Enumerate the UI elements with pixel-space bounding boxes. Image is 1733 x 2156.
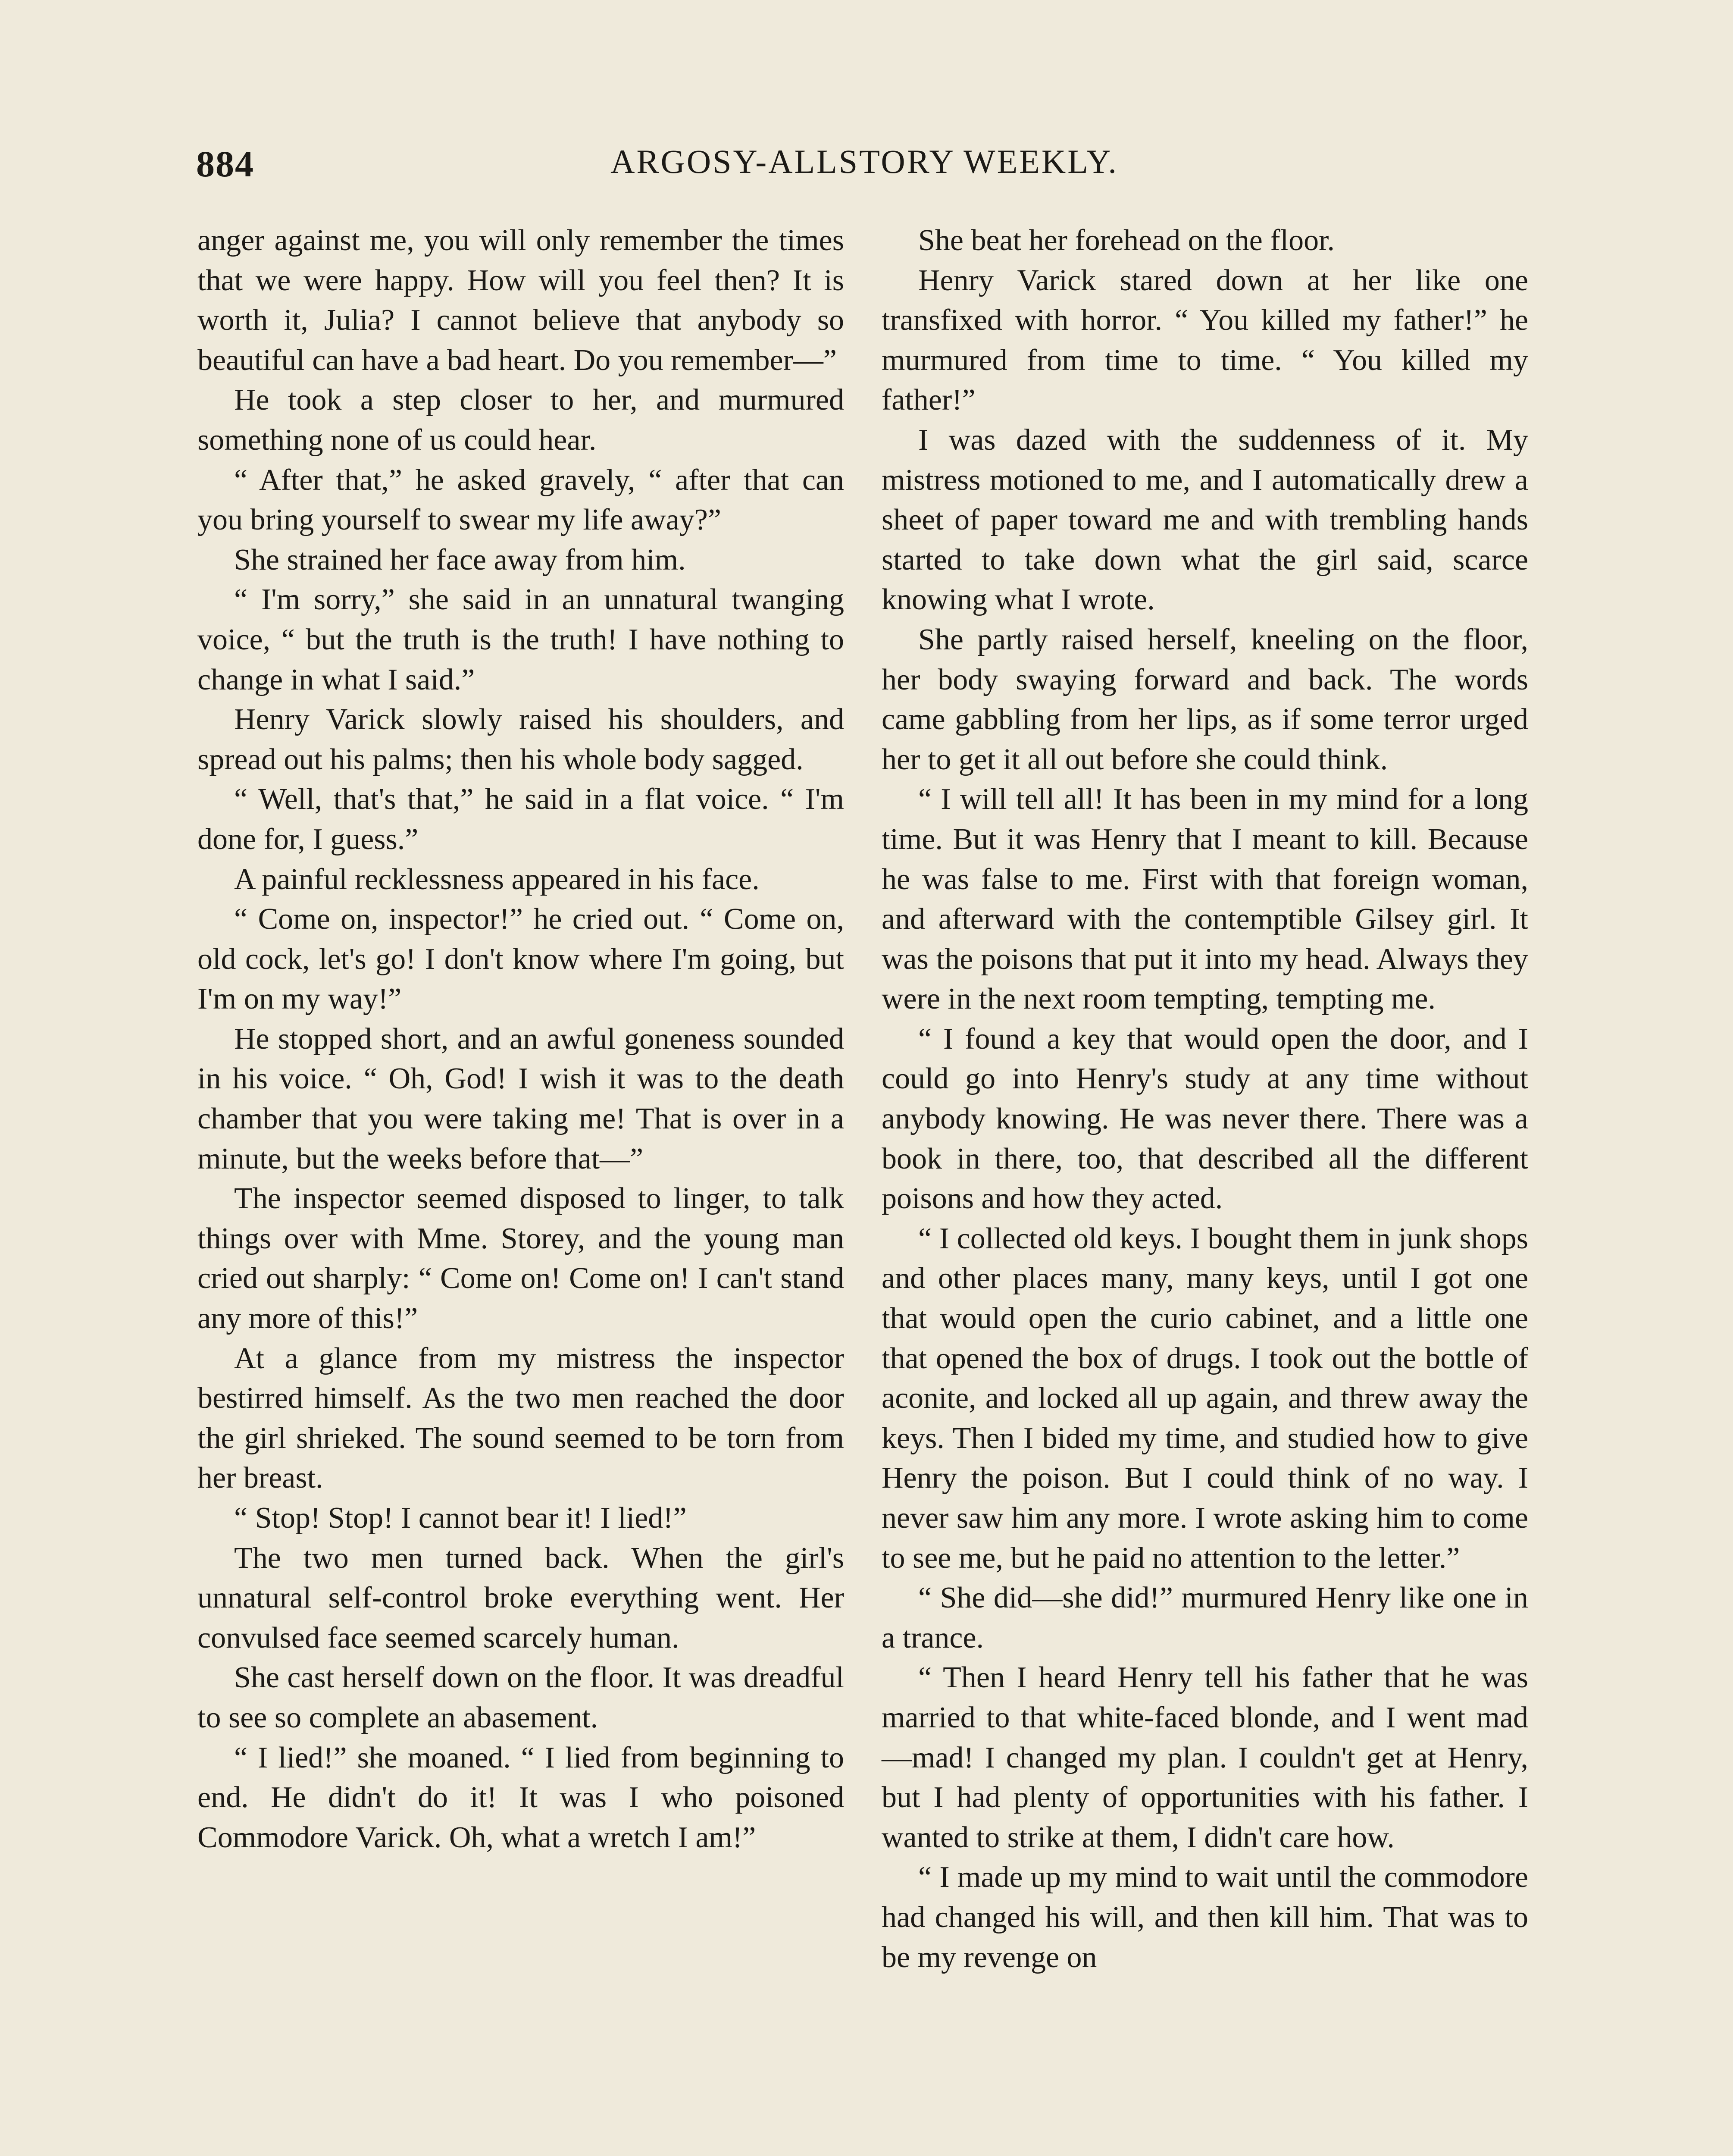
paragraph: “ She did—she did!” murmured Henry like one in a trance. <box>882 1581 1528 1655</box>
paragraph: anger against me, you will only remember the times that we were happy. How will you feel then? It is worth it, Julia? I cannot believe that anybody so beautiful can have a bad heart. Do you remember—” <box>197 224 844 377</box>
paragraph: She partly raised herself, kneeling on the floor, her body swaying forward and back. The words came gabbling from her lips, as if some terror urged her to get it all out before she could think. <box>882 623 1528 776</box>
paragraph: “ Come on, inspector!” he cried out. “ Come on, old cock, let's go! I don't know where I'm going, but I'm on my way!” <box>197 903 844 1016</box>
paragraph: “ I lied!” she moaned. “ I lied from beginning to end. He didn't do it! It was I who poisoned Commodore Varick. Oh, what a wretch I am!” <box>197 1741 844 1854</box>
paragraph: “ Then I heard Henry tell his father that he was married to that white-faced blonde, and I went mad—mad! I changed my plan. I couldn't get at Henry, but I had plenty of opportunities with his father. I wanted to strike at them, I didn't care how. <box>882 1661 1528 1854</box>
paragraph: “ I found a key that would open the door, and I could go into Henry's study at any time without anybody knowing. He was never there. There was a book in there, too, that described all the different poisons and how they acted. <box>882 1022 1528 1216</box>
page-header <box>196 142 1533 203</box>
paragraph: A painful recklessness appeared in his face. <box>234 862 760 896</box>
paragraph: “ After that,” he asked gravely, “ after that can you bring yourself to swear my life away?” <box>197 463 844 537</box>
page-number: 884 <box>196 143 254 185</box>
paragraph: She cast herself down on the floor. It was dreadful to see so complete an abasement. <box>197 1661 844 1734</box>
paragraph: She strained her face away from him. <box>234 543 686 577</box>
paragraph: “ I made up my mind to wait until the commodore had changed his will, and then kill him. That was to be my revenge on <box>882 1861 1528 1974</box>
paragraph: The inspector seemed disposed to linger, to talk things over with Mme. Storey, and the young man cried out sharply: “ Come on! Come on! I can't stand any more of this!” <box>197 1182 844 1335</box>
paragraph: I was dazed with the suddenness of it. My mistress motioned to me, and I automatically drew a sheet of paper toward me and with trembling hands started to take down what the girl said, scarce knowing what I wrote. <box>882 423 1528 617</box>
paragraph: Henry Varick slowly raised his shoulders, and spread out his palms; then his whole body sagged. <box>197 703 844 776</box>
right-column <box>882 221 1528 1977</box>
paragraph: “ Well, that's that,” he said in a flat voice. “ I'm done for, I guess.” <box>197 783 844 856</box>
paragraph: At a glance from my mistress the inspector bestirred himself. As the two men reached the door the girl shrieked. The sound seemed to be torn from her breast. <box>197 1341 844 1495</box>
paragraph: He took a step closer to her, and murmured something none of us could hear. <box>197 383 844 457</box>
paragraph: The two men turned back. When the girl's unnatural self-control broke everything went. Her convulsed face seemed scarcely human. <box>197 1541 844 1655</box>
paragraph: “ I will tell all! It has been in my mind for a long time. But it was Henry that I meant to kill. Because he was false to me. First with that foreign woman, and afterward with the contemptible Gilsey girl. It was the poisons that put it into my head. Always they were in the next room tempting, tempting me. <box>882 783 1528 1016</box>
paragraph: She beat her forehead on the floor. <box>918 224 1335 257</box>
paragraph: “ I collected old keys. I bought them in junk shops and other places many, many keys, until I got one that would open the curio cabinet, and a little one that opened the box of drugs. I took out the bottle of aconite, and locked all up again, and threw away the keys. Then I bided my time, and studied how to give Henry the poison. But I could think of no way. I never saw him any more. I wrote asking him to come to see me, but he paid no attention to the letter.” <box>882 1222 1528 1575</box>
running-title: ARGOSY-ALLSTORY WEEKLY. <box>610 143 1118 180</box>
left-column <box>197 221 844 1858</box>
paragraph: “ I'm sorry,” she said in an unnatural twanging voice, “ but the truth is the truth! I have nothing to change in what I said.” <box>197 583 844 696</box>
paragraph: “ Stop! Stop! I cannot bear it! I lied!” <box>234 1501 687 1535</box>
paragraph: He stopped short, and an awful goneness sounded in his voice. “ Oh, God! I wish it was to the death chamber that you were taking me! That is over in a minute, but the weeks before that—” <box>197 1022 844 1175</box>
paragraph: Henry Varick stared down at her like one transfixed with horror. “ You killed my father!” he murmured from time to time. “ You killed my father!” <box>882 263 1528 417</box>
